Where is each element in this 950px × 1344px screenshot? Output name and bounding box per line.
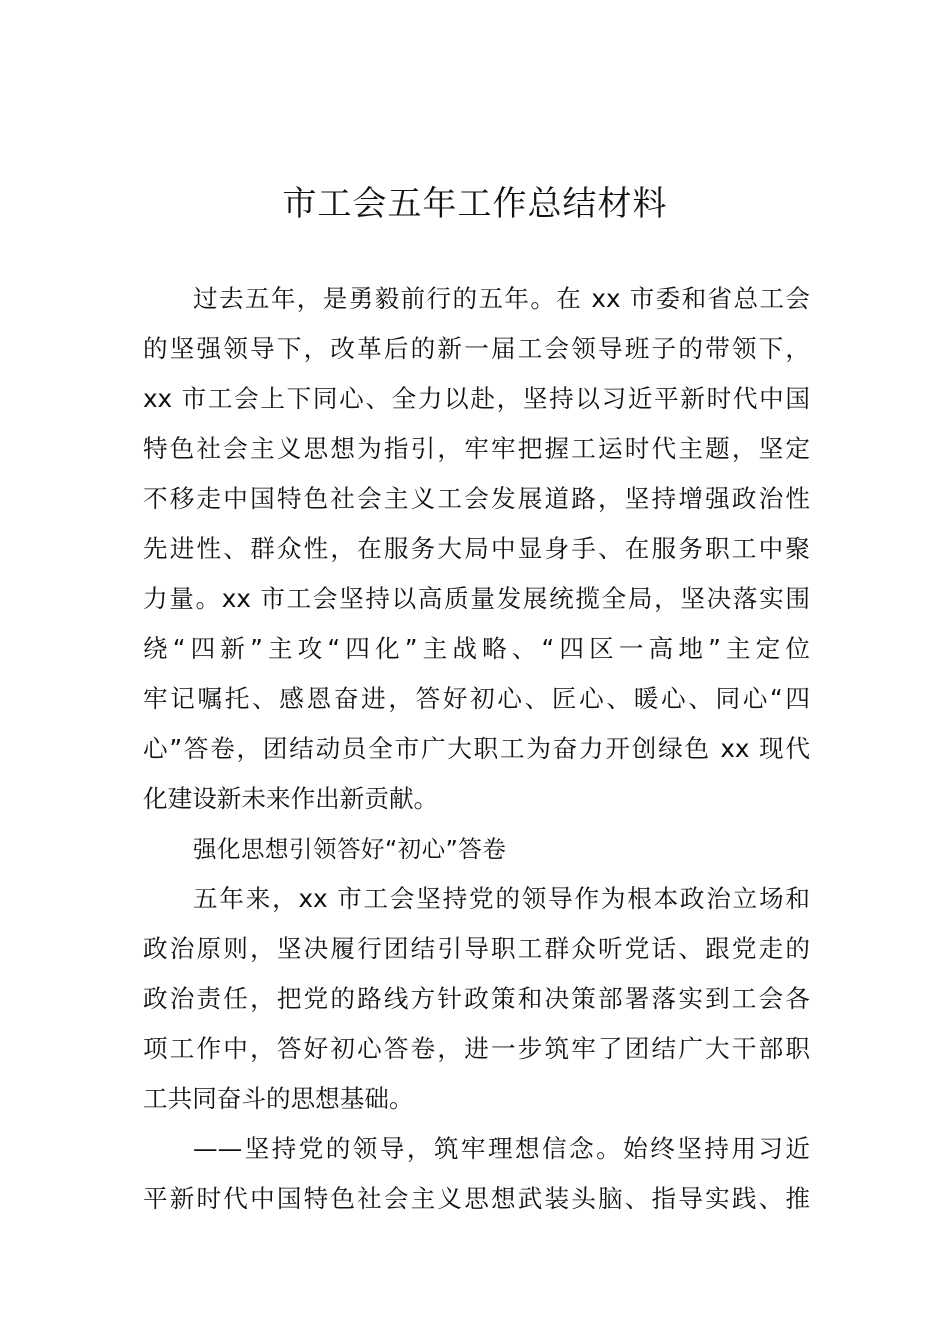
document-title: 市工会五年工作总结材料 [282,184,668,224]
paragraph-line: 先进性、群众性，在服务大局中显身手、在服务职工中聚 [143,534,810,563]
paragraph-line: 过去五年，是勇毅前行的五年。在 xx 市委和省总工会 [193,284,810,313]
paragraph-line: 化建设新未来作出新贡献。 [143,784,439,813]
paragraph-line: 五年来，xx 市工会坚持党的领导作为根本政治立场和 [193,884,810,913]
paragraph-section-1-point-1 [143,1124,810,1224]
paragraph-intro [143,274,810,824]
paragraph-line: 政治原则，坚决履行团结引导职工群众听党话、跟党走的 [143,934,810,963]
paragraph-section-1 [143,874,810,1124]
paragraph-line: 绕“四新”主攻“四化”主战略、“四区一高地”主定位 [143,634,810,663]
document-body [143,274,810,1224]
paragraph-line: xx 市工会上下同心、全力以赴，坚持以习近平新时代中国 [143,384,810,413]
paragraph-line: 力量。xx 市工会坚持以高质量发展统揽全局，坚决落实围 [143,584,810,613]
section-heading: 强化思想引领答好“初心”答卷 [193,835,507,863]
paragraph-line: 政治责任，把党的路线方针政策和决策部署落实到工会各 [143,984,810,1013]
paragraph-line: 项工作中，答好初心答卷，进一步筑牢了团结广大干部职 [143,1034,810,1063]
paragraph-line: 的坚强领导下，改革后的新一届工会领导班子的带领下， [143,334,810,363]
paragraph-line: 不移走中国特色社会主义工会发展道路，坚持增强政治性 [143,484,810,513]
paragraph-line: 心”答卷，团结动员全市广大职工为奋力开创绿色 xx 现代 [143,734,810,763]
paragraph-line: 工共同奋斗的思想基础。 [143,1084,414,1113]
paragraph-line: 牢记嘱托、感恩奋进，答好初心、匠心、暖心、同心“四 [143,684,810,713]
paragraph-line: 平新时代中国特色社会主义思想武装头脑、指导实践、推 [143,1184,810,1213]
paragraph-line: 特色社会主义思想为指引，牢牢把握工运时代主题，坚定 [143,434,810,463]
paragraph-line: ——坚持党的领导，筑牢理想信念。始终坚持用习近 [193,1134,810,1163]
